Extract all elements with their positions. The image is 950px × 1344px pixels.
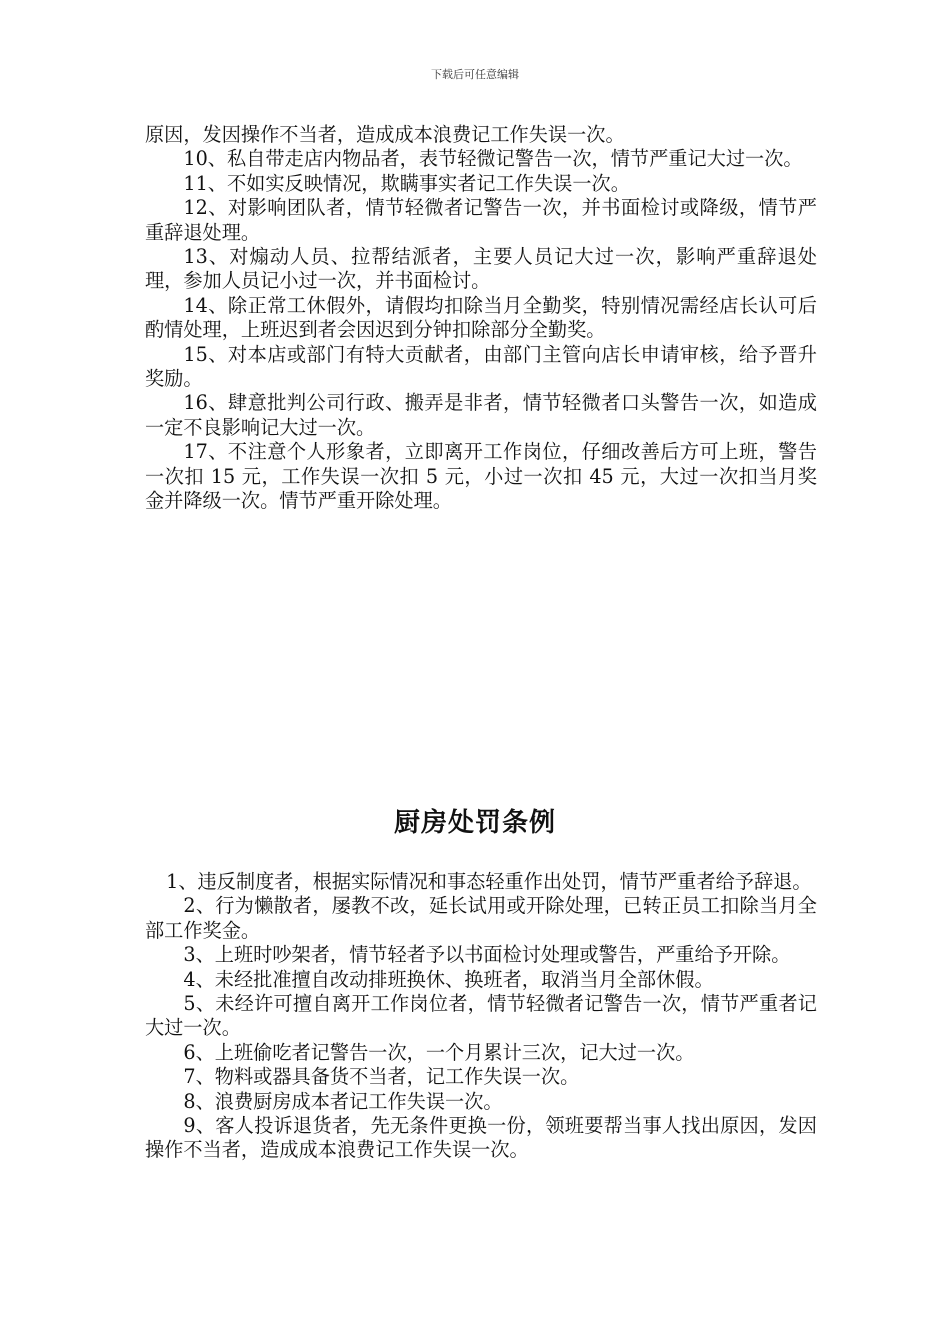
rule-paragraph-16: 16、肆意批判公司行政、搬弄是非者，情节轻微者口头警告一次，如造成一定不良影响记大过一次。	[145, 391, 817, 439]
kitchen-rule-6: 6、上班偷吃者记警告一次，一个月累计三次，记大过一次。	[183, 1040, 695, 1064]
rule-paragraph-13: 13、对煽动人员、拉帮结派者，主要人员记大过一次，影响严重辞退处理，参加人员记小过一次，并书面检讨。	[145, 245, 817, 293]
rule-paragraph-14: 14、除正常工休假外，请假均扣除当月全勤奖，特别情况需经店长认可后酌情处理，上班迟到者会因迟到分钟扣除部分全勤奖。	[145, 293, 817, 342]
kitchen-rule-2: 2、行为懒散者，屡教不改，延长试用或开除处理，已转正员工扣除当月全部工作奖金。	[145, 894, 817, 942]
rule-paragraph-10: 10、私自带走店内物品者，表节轻微记警告一次，情节严重记大过一次。	[183, 147, 803, 171]
kitchen-rule-5: 5、未经许可擅自离开工作岗位者，情节轻微者记警告一次，情节严重者记大过一次。	[145, 992, 817, 1040]
kitchen-rules-section	[145, 870, 817, 1163]
kitchen-rule-3: 3、上班时吵架者，情节轻者予以书面检讨处理或警告，严重给予开除。	[183, 943, 791, 967]
page-header-note: 下载后可任意编辑	[431, 68, 519, 81]
rule-paragraph-11: 11、不如实反映情况，欺瞒事实者记工作失误一次。	[183, 171, 630, 195]
kitchen-rule-8: 8、浪费厨房成本者记工作失误一次。	[183, 1089, 503, 1113]
rule-paragraph-17: 17、不注意个人形象者，立即离开工作岗位，仔细改善后方可上班，警告一次扣 15 元，工作失误一次扣 5 元，小过一次扣 45 元，大过一次扣当月奖金并降级一次。情节严重开除处理。	[145, 440, 817, 513]
kitchen-rule-1: 1、违反制度者，根据实际情况和事态轻重作出处罚，情节严重者给予辞退。	[166, 870, 812, 893]
kitchen-section-title: 厨房处罚条例	[393, 808, 556, 838]
kitchen-rule-9: 9、客人投诉退货者，先无条件更换一份，领班要帮当事人找出原因，发因操作不当者，造成成本浪费记工作失误一次。	[145, 1114, 817, 1162]
rule-paragraph-12: 12、对影响团队者，情节轻微者记警告一次，并书面检讨或降级，情节严重辞退处理。	[145, 196, 817, 244]
continued-rules-section	[145, 123, 817, 514]
rule-paragraph-continuation: 原因，发因操作不当者，造成成本浪费记工作失误一次。	[145, 123, 625, 146]
kitchen-rule-4: 4、未经批准擅自改动排班换休、换班者，取消当月全部休假。	[183, 967, 714, 991]
kitchen-rule-7: 7、物料或器具备货不当者，记工作失误一次。	[183, 1065, 580, 1089]
rule-paragraph-15: 15、对本店或部门有特大贡献者，由部门主管向店长申请审核，给予晋升奖励。	[145, 342, 817, 391]
